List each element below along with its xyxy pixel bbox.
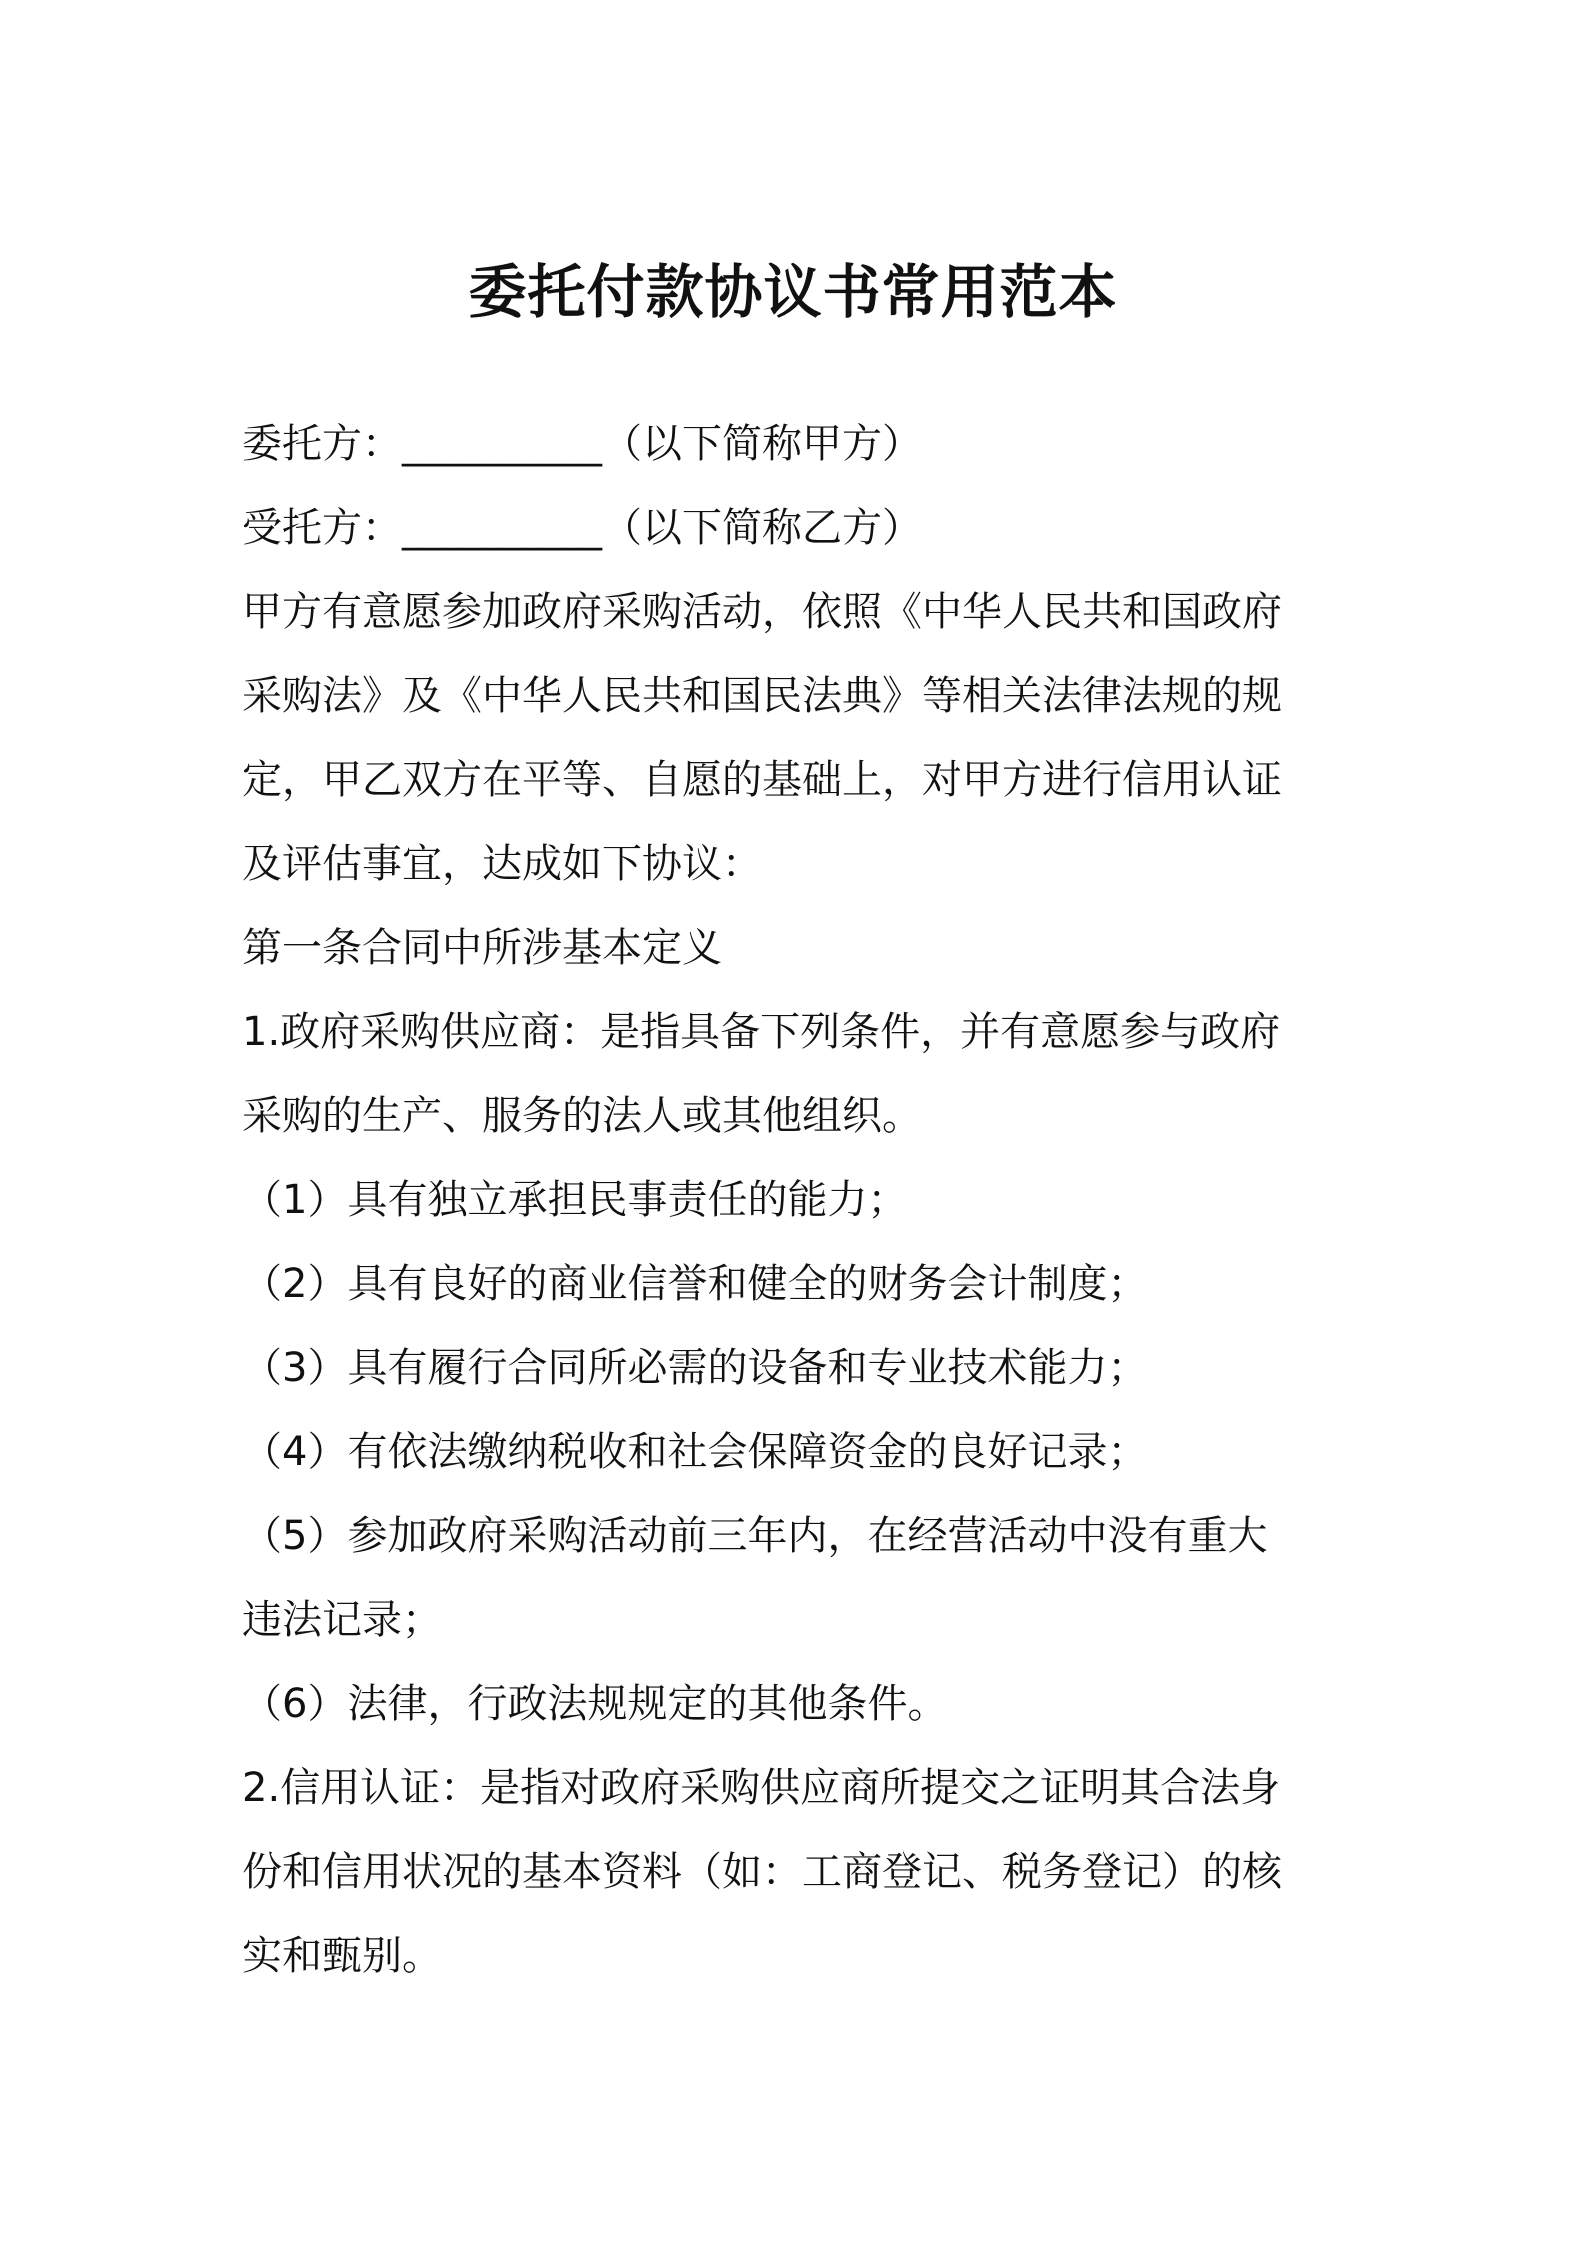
condition-item: （6）法律，行政法规规定的其他条件。 [242,1681,948,1727]
document-title: 委托付款协议书常用范本 [468,258,1118,326]
preamble-line: 定，甲乙双方在平等、自愿的基础上，对甲方进行信用认证 [242,757,1282,803]
condition-item: 违法记录； [242,1597,442,1643]
condition-item: （3）具有履行合同所必需的设备和专业技术能力； [242,1345,1148,1391]
preamble-line: 采购法》及《中华人民共和国民法典》等相关法律法规的规 [242,673,1282,719]
definition-line: 采购的生产、服务的法人或其他组织。 [242,1093,922,1139]
document-body [242,402,1362,1998]
article-heading: 第一条合同中所涉基本定义 [242,925,722,971]
condition-item: （2）具有良好的商业信誉和健全的财务会计制度； [242,1261,1148,1307]
definition-line: 份和信用状况的基本资料（如：工商登记、税务登记）的核 [242,1849,1282,1895]
party-a-line: 委托方：__________（以下简称甲方） [242,421,922,467]
definition-line: 2.信用认证：是指对政府采购供应商所提交之证明其合法身 [242,1765,1281,1811]
preamble-line: 及评估事宜，达成如下协议： [242,841,762,887]
definition-line: 1.政府采购供应商：是指具备下列条件，并有意愿参与政府 [242,1009,1281,1055]
party-b-line: 受托方：__________（以下简称乙方） [242,505,922,551]
definition-line: 实和甄别。 [242,1933,442,1979]
condition-item: （4）有依法缴纳税收和社会保障资金的良好记录； [242,1429,1148,1475]
condition-item: （1）具有独立承担民事责任的能力； [242,1177,908,1223]
condition-item: （5）参加政府采购活动前三年内，在经营活动中没有重大 [242,1513,1268,1559]
preamble-line: 甲方有意愿参加政府采购活动，依照《中华人民共和国政府 [242,589,1282,635]
